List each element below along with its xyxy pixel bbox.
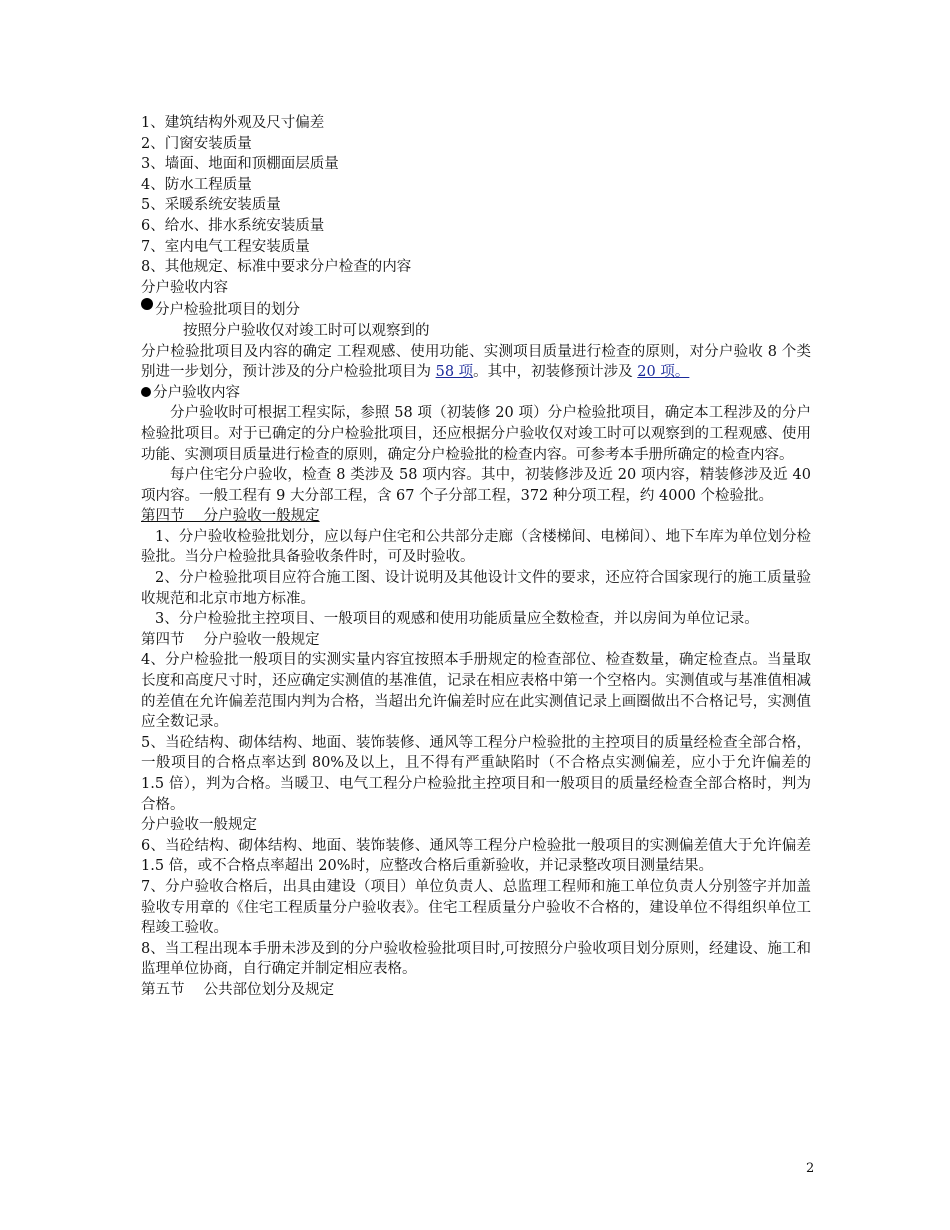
bullet-title: 分户检验批项目的划分 [155,302,300,319]
rule-item: 3、分户检验批主控项目、一般项目的观感和使用功能质量应全数检查，并以房间为单位记录。 [155,611,759,628]
link-58: 58 项 [435,364,474,381]
bullet-heading-division [141,298,811,321]
list-item: 6、给水、排水系统安装质量 [141,217,325,234]
section-title: 第四节 分户验收一般规定 [141,631,320,648]
rule-item: 8、当工程出现本手册未涉及到的分户验收检验批项目时,可按照分户验收项目划分原则，经建设、施工和监理单位协商，自行确定并制定相应表格。 [141,940,811,978]
heading-general: 分户验收一般规定 [141,817,257,834]
document-body [141,113,811,1001]
rule-item: 1、分户验收检验批划分，应以每户住宅和公共部分走廊（含楼梯间、电梯间）、地下车库为单位划分检验批。当分户检验批具备验收条件时，可及时验收。 [141,528,811,566]
list-item: 3、墙面、地面和顶棚面层质量 [141,156,339,173]
rule-item: 7、分户验收合格后，出具由建设（项目）单位负责人、总监理工程师和施工单位负责人分别签字并加盖验收专用章的《住宅工程质量分户验收表》。住宅工程质量分户验收不合格的，建设单位不得组织单位工程竣工验收。 [141,878,811,937]
page-number: 2 [806,1161,815,1176]
list-item: 2、门窗安装质量 [141,135,252,152]
rule-item: 2、分户检验批项目应符合施工图、设计说明及其他设计文件的要求，还应符合国家现行的施工质量验收规范和北京市地方标准。 [141,570,811,607]
bullet-icon [141,298,153,310]
section-title: 第四节 分户验收一般规定 [141,508,320,525]
paragraph-content: 分户验收时可根据工程实际，参照 58 项（初装修 20 项）分户检验批项目，确定本工程涉及的分户检验批项目。对于已确定的分户检验批项目，还应根据分户验收仅对竣工时可以观察到的工程观感、使用功能、实测项目质量进行检查的原则，确定分户检验批的检查内容。可参考本手册所确定的检查内容。 [141,405,811,463]
bullet-icon [141,387,151,397]
bullet-heading-content [141,383,811,404]
rule-item: 6、当砼结构、砌体结构、地面、装饰装修、通风等工程分户检验批一般项目的实测偏差值大于允许偏差 1.5 倍，或不合格点率超出 20%时，应整改合格后重新验收，并记录整改项目测量结果。 [141,837,811,875]
list-item: 5、采暖系统安装质量 [141,197,281,214]
paragraph-line: 按照分户验收仅对竣工时可以观察到的 [183,322,430,339]
list-item: 7、室内电气工程安装质量 [141,238,310,255]
bullet-title: 分户验收内容 [153,384,240,401]
heading-content: 分户验收内容 [141,279,228,296]
list-item: 1、建筑结构外观及尺寸偏差 [141,115,325,131]
list-item: 4、防水工程质量 [141,176,252,193]
paragraph-scope: 每户住宅分户验收，检查 8 类涉及 58 项内容。其中，初装修涉及近 20 项内容，精装修涉及近 40 项内容。一般工程有 9 大分部工程，含 67 个子分部工程，372 种分项工程，约 4000 个检验批。 [141,467,811,504]
paragraph-division: 分户检验批项目及内容的确定 工程观感、使用功能、实测项目质量进行检查的原则，对分户验收 8 个类别进一步划分，预计涉及的分户检验批项目为 58 项。其中，初装修预计涉及 20 项。 [141,343,811,381]
list-item: 8、其他规定、标准中要求分户检查的内容 [141,259,412,276]
link-20: 20 项。 [637,364,690,381]
section-title: 第五节 公共部位划分及规定 [141,981,335,998]
rule-item: 5、当砼结构、砌体结构、地面、装饰装修、通风等工程分户检验批的主控项目的质量经检查全部合格，一般项目的合格点率达到 80%及以上，且不得有严重缺陷时（不合格点实测偏差，应小于允许偏差的 1.5 倍），判为合格。当暖卫、电气工程分户检验批主控项目和一般项目的质量经检查全部合格时，判为合格。 [141,734,811,813]
rule-item: 4、分户检验批一般项目的实测实量内容宜按照本手册规定的检查部位、检查数量，确定检查点。当量取长度和高度尺寸时，还应确定实测值的基准值，记录在相应表格中第一个空格内。实测值或与基准值相减的差值在允许偏差范围内判为合格，当超出允许偏差时应在此实测值记录上画圈做出不合格记号，实测值应全数记录。 [141,652,811,731]
